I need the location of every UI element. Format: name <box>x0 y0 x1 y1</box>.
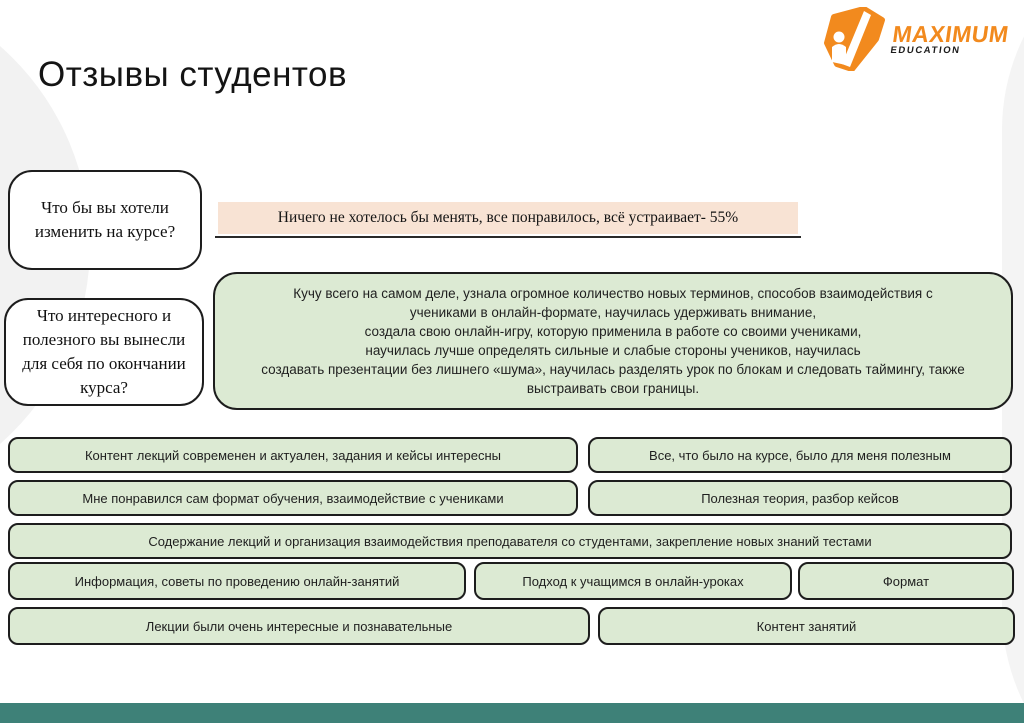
question-box-useful-takeaways: Что интересного и полезного вы вынесли для себя по окончании курса? <box>4 298 204 406</box>
highlight-answer-box: Ничего не хотелось бы менять, все понравилось, всё устраивает- 55% <box>218 202 798 234</box>
long-review-line: выстраивать свои границы. <box>526 381 700 396</box>
footer-accent-bar <box>0 703 1024 723</box>
long-review-line: научилась лучше определять сильные и слабые стороны учеников, научилась <box>365 343 861 358</box>
logo-text <box>889 20 1011 56</box>
long-review-line: создала свою онлайн-игру, которую применила в работе со своими учениками, <box>364 324 862 339</box>
feedback-box: Контент занятий <box>598 607 1015 645</box>
feedback-box: Содержание лекций и организация взаимодействия преподавателя со студентами, закрепление новых знаний тестами <box>8 523 1012 559</box>
page-title: Отзывы студентов <box>38 55 348 94</box>
feedback-box: Полезная теория, разбор кейсов <box>588 480 1012 516</box>
long-review-box <box>213 272 1013 410</box>
long-review-line: учениками в онлайн-формате, научилась удерживать внимание, <box>409 305 817 320</box>
maximum-logo-icon <box>818 7 890 71</box>
logo-brand-label: MAXIMUM <box>890 20 1011 47</box>
feedback-box: Информация, советы по проведению онлайн-занятий <box>8 562 466 600</box>
question-box-change-course: Что бы вы хотели изменить на курсе? <box>8 170 202 270</box>
maximum-education-logo <box>818 6 1018 72</box>
highlight-underline <box>215 236 801 238</box>
feedback-box: Подход к учащимся в онлайн-уроках <box>474 562 792 600</box>
feedback-box: Все, что было на курсе, было для меня полезным <box>588 437 1012 473</box>
long-review-line: создавать презентации без лишнего «шума», научилась разделять урок по блокам и следовать таймингу, также <box>261 362 965 377</box>
feedback-box: Мне понравился сам формат обучения, взаимодействие с учениками <box>8 480 578 516</box>
feedback-box: Контент лекций современен и актуален, задания и кейсы интересны <box>8 437 578 473</box>
logo-sub-label: EDUCATION <box>889 44 962 56</box>
long-review-line: Кучу всего на самом деле, узнала огромное количество новых терминов, способов взаимодействия с <box>293 286 933 301</box>
feedback-box: Лекции были очень интересные и познавательные <box>8 607 590 645</box>
feedback-box: Формат <box>798 562 1014 600</box>
